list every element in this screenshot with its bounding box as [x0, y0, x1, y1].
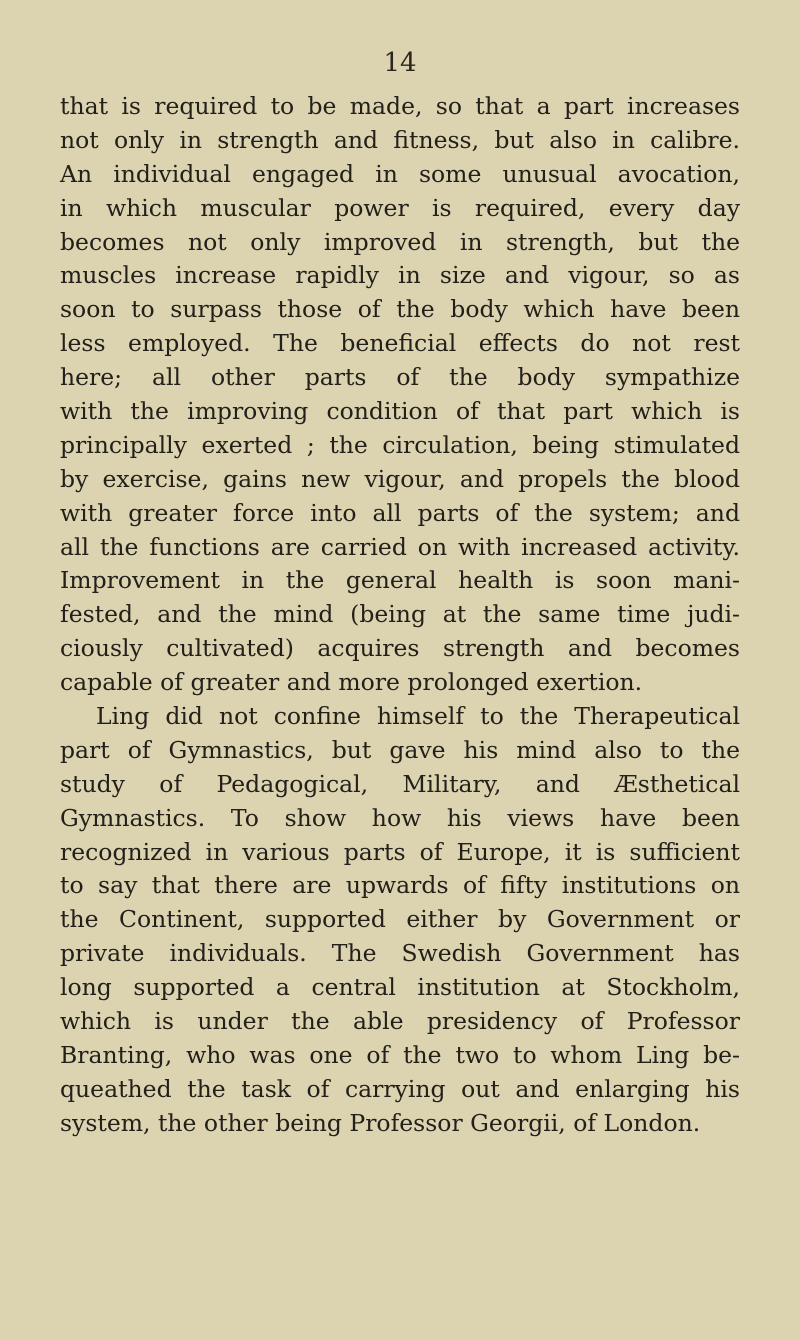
text-line: Improvement in the general health is soon mani-: [60, 566, 740, 595]
text-line: with greater force into all parts of the system; and: [60, 498, 740, 527]
text-line: long supported a central institution at Stockholm,: [60, 973, 740, 1002]
text-line: private individuals. The Swedish Government has: [60, 939, 740, 968]
text-line: Gymnastics. To show how his views have been: [60, 803, 740, 832]
page-number: 14: [383, 48, 417, 78]
text-line: Branting, who was one of the two to whom Ling be-: [60, 1040, 740, 1069]
text-line: capable of greater and more prolonged exertion.: [60, 668, 643, 697]
text-line: to say that there are upwards of fifty institutions on: [60, 871, 740, 900]
text-line: An individual engaged in some unusual avocation,: [60, 159, 740, 188]
text-line: which is under the able presidency of Professor: [60, 1007, 740, 1036]
paragraph: [60, 90, 740, 700]
body-text: [60, 90, 740, 1141]
text-line: ciously cultivated) acquires strength and becomes: [60, 634, 740, 663]
text-line: system, the other being Professor Georgii, of London.: [60, 1108, 701, 1137]
paragraph: [60, 700, 740, 1141]
text-line: part of Gymnastics, but gave his mind also to the: [60, 735, 740, 764]
text-line: study of Pedagogical, Military, and Æsthetical: [60, 769, 740, 798]
text-line: soon to surpass those of the body which have been: [60, 295, 740, 324]
text-line: less employed. The beneficial effects do not rest: [60, 329, 740, 358]
text-line: recognized in various parts of Europe, it is sufficient: [60, 837, 740, 866]
text-line: the Continent, supported either by Government or: [60, 905, 740, 934]
text-line: becomes not only improved in strength, but the: [60, 227, 740, 256]
text-line: all the functions are carried on with increased activity.: [60, 532, 740, 561]
text-line: muscles increase rapidly in size and vigour, so as: [60, 261, 740, 290]
text-line: by exercise, gains new vigour, and propels the blood: [60, 464, 740, 493]
text-line: Ling did not confine himself to the Therapeutical: [96, 702, 740, 731]
text-line: principally exerted ; the circulation, being stimulated: [60, 430, 740, 459]
text-line: fested, and the mind (being at the same time judi-: [60, 600, 740, 629]
text-line: here; all other parts of the body sympathize: [60, 363, 740, 392]
text-line: with the improving condition of that part which is: [60, 397, 740, 426]
text-line: not only in strength and fitness, but also in calibre.: [60, 125, 740, 154]
text-line: in which muscular power is required, every day: [60, 193, 740, 222]
text-line: queathed the task of carrying out and enlarging his: [60, 1074, 740, 1103]
text-line: that is required to be made, so that a part increases: [60, 92, 740, 120]
